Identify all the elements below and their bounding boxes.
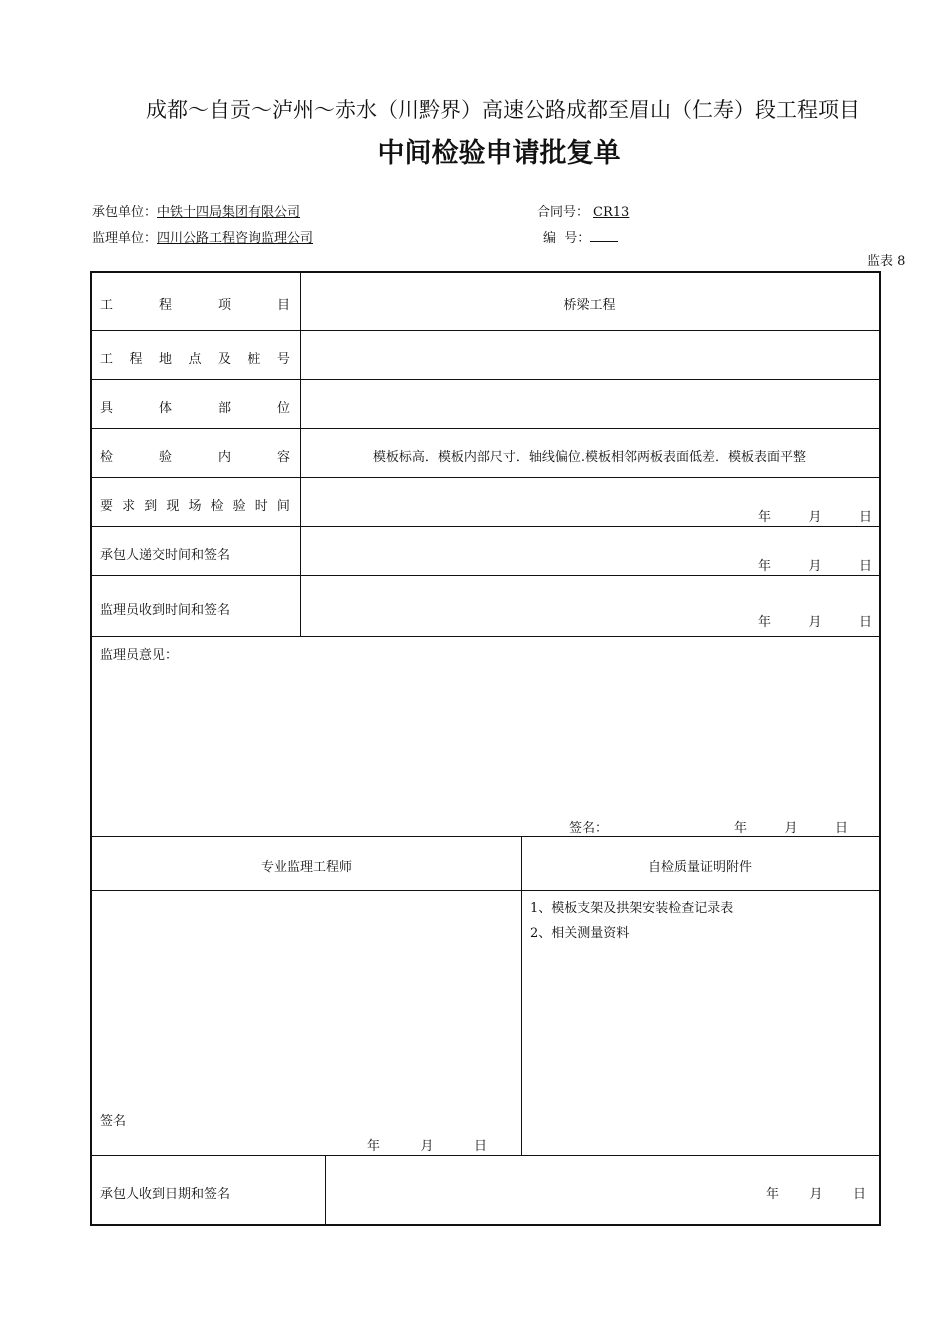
row-divider (92, 526, 879, 527)
location-label: 工 程 地 点 及 桩 号 (100, 352, 290, 367)
row-divider (92, 890, 879, 891)
opinion-label: 监理员意见： (100, 648, 179, 663)
final-row-label: 承包人收到日期和签名 (100, 1187, 231, 1202)
final-row-date: 年 月 日 (766, 1187, 866, 1202)
submit-date: 年 月 日 (758, 559, 872, 574)
supervisor-value: 四川公路工程咨询监理公司 (157, 231, 314, 246)
col-divider (325, 1155, 326, 1224)
request-time-label: 要 求 到 现 场 检 验 时 间 (100, 499, 290, 514)
content-label: 检 验 内 容 (100, 450, 290, 465)
col-divider (521, 836, 522, 1155)
request-date: 年 月 日 (758, 510, 872, 525)
row-divider (92, 379, 879, 380)
attachments-header: 自检质量证明附件 (647, 860, 752, 875)
approval-form-table (90, 271, 881, 1226)
contractor-line (92, 201, 300, 220)
row-divider (92, 575, 879, 576)
attachment-item: 2、相关测量资料 (530, 926, 630, 941)
row-divider (92, 1155, 879, 1156)
form-title: 中间检验申请批复单 (377, 138, 621, 169)
row-divider (92, 330, 879, 331)
contract-no-value: CR13 (593, 205, 630, 220)
project-item-value: 桥梁工程 (563, 298, 616, 313)
project-item-label: 工 程 项 目 (100, 298, 290, 313)
content-value: 模板标高．模板内部尺寸．轴线偏位.模板相邻两板表面低差．模板表面平整 (372, 450, 807, 465)
row-divider (92, 836, 879, 837)
engineer-sign-label: 签名 (100, 1114, 127, 1129)
row-divider (92, 477, 879, 478)
project-title: 成都～自贡～泸州～赤水（川黔界）高速公路成都至眉山（仁寿）段工程项目 (146, 98, 860, 122)
form-code: 监表 8 (867, 254, 906, 269)
engineer-date: 年 月 日 (367, 1139, 487, 1154)
opinion-date: 年 月 日 (734, 821, 848, 836)
serial-no-label: 编 号： (543, 231, 591, 246)
supervisor-label: 监理单位： (92, 231, 158, 246)
row-divider (92, 428, 879, 429)
row-divider (92, 636, 879, 637)
contract-no-label: 合同号： (537, 205, 590, 220)
contractor-label: 承包单位： (92, 205, 158, 220)
serial-no-line (543, 227, 618, 246)
contractor-value: 中铁十四局集团有限公司 (157, 205, 301, 220)
contract-no-line (537, 201, 635, 220)
receive-label: 监理员收到时间和签名 (100, 603, 231, 618)
engineer-header: 专业监理工程师 (260, 860, 352, 875)
receive-date: 年 月 日 (758, 615, 872, 630)
opinion-sign-label: 签名： (569, 821, 609, 836)
part-label: 具 体 部 位 (100, 401, 290, 416)
serial-no-blank (590, 229, 618, 242)
submit-label: 承包人递交时间和签名 (100, 548, 231, 563)
attachment-item: 1、模板支架及拱架安装检查记录表 (530, 901, 734, 916)
supervisor-line (92, 227, 313, 246)
